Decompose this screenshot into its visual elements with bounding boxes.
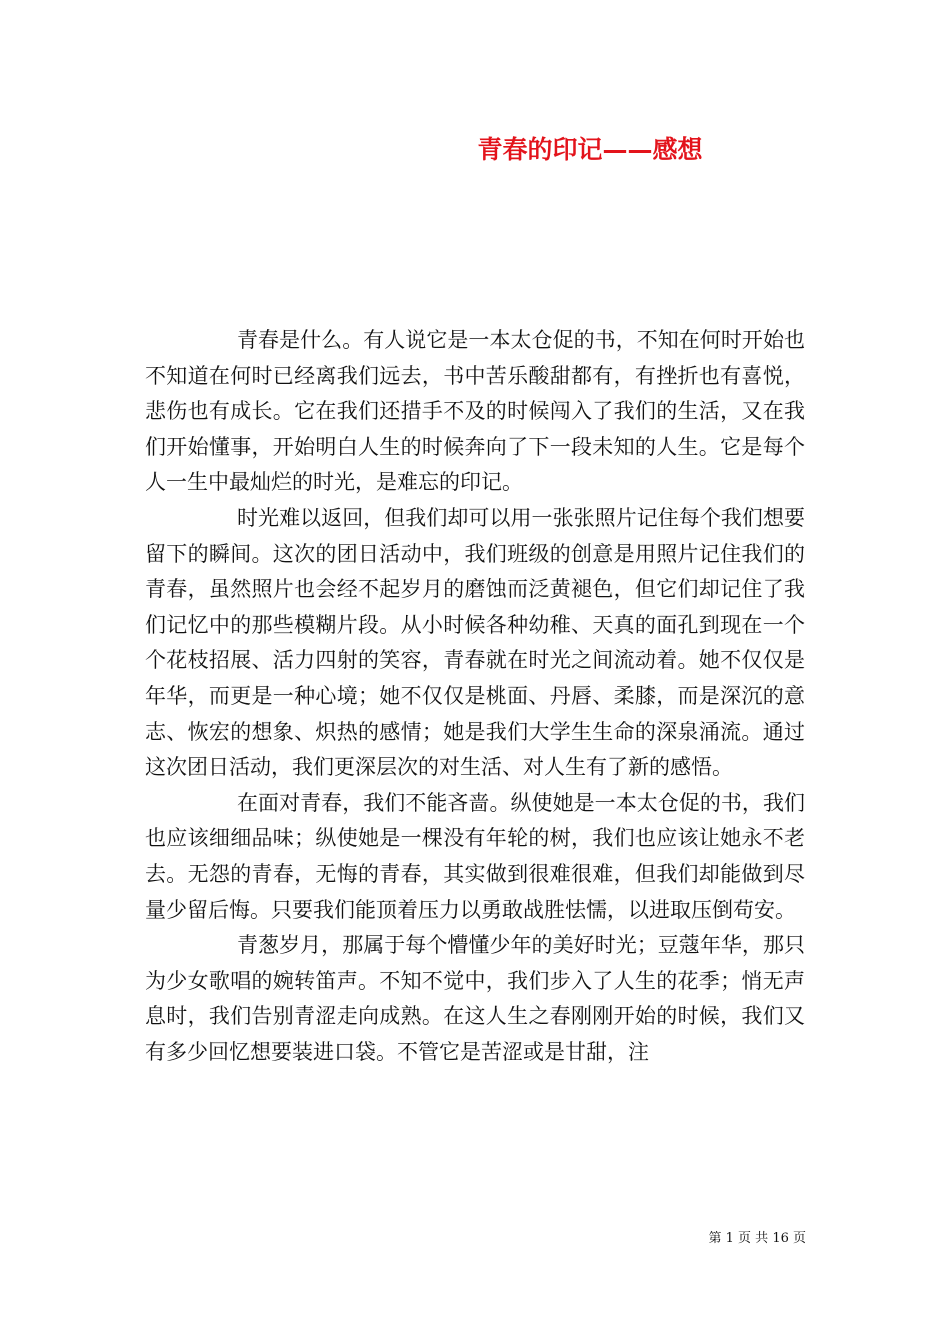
- paragraph-2: 时光难以返回，但我们却可以用一张张照片记住每个我们想要留下的瞬间。这次的团日活动中，我们班级的创意是用照片记住我们的青春，虽然照片也会经不起岁月的磨蚀而泛黄褪色，但它们却记住了我们记忆中的那些模糊片段。从小时候各种幼稚、天真的面孔到现在一个个花枝招展、活力四射的笑容，青春就在时光之间流动着。她不仅仅是年华，而更是一种心境；她不仅仅是桃面、丹唇、柔膝，而是深沉的意志、恢宏的想象、炽热的感情；她是我们大学生生命的深泉涌流。通过这次团日活动，我们更深层次的对生活、对人生有了新的感悟。: [145, 505, 805, 780]
- paragraph-4: 青葱岁月，那属于每个懵懂少年的美好时光；豆蔻年华，那只为少女歌唱的婉转笛声。不知不觉中，我们步入了人生的花季；悄无声息时，我们告别青涩走向成熟。在这人生之春刚刚开始的时候，我们又有多少回忆想要装进口袋。不管它是苦涩或是甘甜，注: [145, 933, 805, 1064]
- document-title: 青春的印记——感想: [477, 135, 703, 164]
- page-footer: 第 1 页 共 16 页: [708, 1231, 806, 1246]
- paragraph-3: 在面对青春，我们不能吝啬。纵使她是一本太仓促的书，我们也应该细细品味；纵使她是一棵没有年轮的树，我们也应该让她永不老去。无怨的青春，无悔的青春，其实做到很难很难，但我们却能做到尽量少留后悔。只要我们能顶着压力以勇敢战胜怯懦，以进取压倒苟安。: [145, 790, 805, 922]
- document-body: [145, 323, 805, 1070]
- paragraph-1: 青春是什么。有人说它是一本太仓促的书，不知在何时开始也不知道在何时已经离我们远去，书中苦乐酸甜都有，有挫折也有喜悦，悲伤也有成长。它在我们还措手不及的时候闯入了我们的生活，又在我们开始懂事，开始明白人生的时候奔向了下一段未知的人生。它是每个人一生中最灿烂的时光，是难忘的印记。: [145, 328, 805, 495]
